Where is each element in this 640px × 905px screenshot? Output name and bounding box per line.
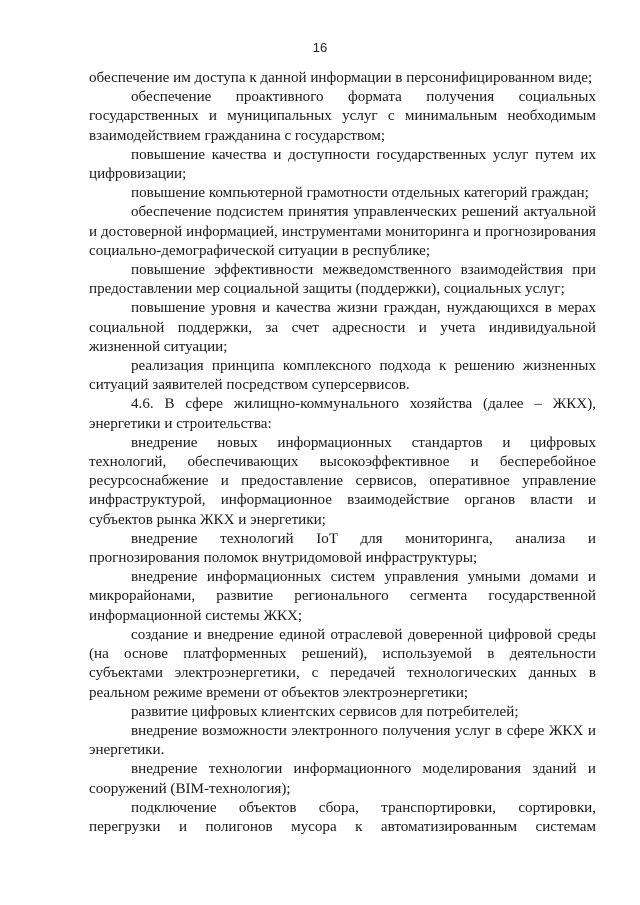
- paragraph: обеспечение подсистем принятия управленческих решений актуальной и достоверной информацией, инструментами мониторинга и прогнозирования социально-демографической ситуации в республике;: [89, 204, 596, 259]
- page-number: 16: [312, 40, 328, 55]
- paragraph: обеспечение им доступа к данной информации в персонифицированном виде;: [89, 70, 593, 86]
- paragraph: развитие цифровых клиентских сервисов для потребителей;: [131, 703, 519, 720]
- paragraph: повышение уровня и качества жизни граждан, нуждающихся в мерах социальной поддержки, за счет адресности и учета индивидуальной жизненной ситуации;: [89, 300, 596, 355]
- paragraph: внедрение информационных систем управления умными домами и микрорайонами, развитие регионального сегмента государственной информационной системы ЖКХ;: [89, 569, 596, 624]
- paragraph: повышение качества и доступности государственных услуг путем их цифровизации;: [89, 146, 596, 183]
- paragraph: обеспечение проактивного формата получения социальных государственных и муниципальных услуг с минимальным необходимым взаимодействием гражданина с государством;: [89, 89, 596, 144]
- document-body: [89, 69, 596, 837]
- paragraph: реализация принципа комплексного подхода к решению жизненных ситуаций заявителей посредством суперсервисов.: [89, 358, 596, 394]
- section-heading-paragraph: 4.6. В сфере жилищно-коммунального хозяйства (далее – ЖКХ), энергетики и строительства:: [89, 396, 596, 432]
- paragraph: внедрение технологий IoT для мониторинга, анализа и прогнозирования поломок внутридомовой инфраструктуры;: [89, 530, 596, 567]
- paragraph: создание и внедрение единой отраслевой доверенной цифровой среды (на основе платформенных решений), используемой в деятельности субъектами электроэнергетики, с передачей технологических данных в реальном режиме времени от объектов электроэнергетики;: [89, 626, 596, 701]
- paragraph: внедрение возможности электронного получения услуг в сфере ЖКХ и энергетики.: [89, 722, 596, 759]
- paragraph: подключение объектов сбора, транспортировки, сортировки, перегрузки и полигонов мусора к автоматизированным системам: [89, 799, 596, 835]
- paragraph: повышение эффективности межведомственного взаимодействия при предоставлении мер социальной защиты (поддержки), социальных услуг;: [89, 262, 596, 298]
- paragraph: повышение компьютерной грамотности отдельных категорий граждан;: [131, 185, 589, 202]
- paragraph: внедрение технологии информационного моделирования зданий и сооружений (BIM-технология);: [89, 761, 596, 797]
- paragraph: внедрение новых информационных стандартов и цифровых технологий, обеспечивающих высокоэффективное и бесперебойное ресурсоснабжение и предоставление сервисов, оперативное управление инфраструктурой, информационное взаимодействие органов власти и субъектов рынка ЖКХ и энергетики;: [89, 434, 596, 528]
